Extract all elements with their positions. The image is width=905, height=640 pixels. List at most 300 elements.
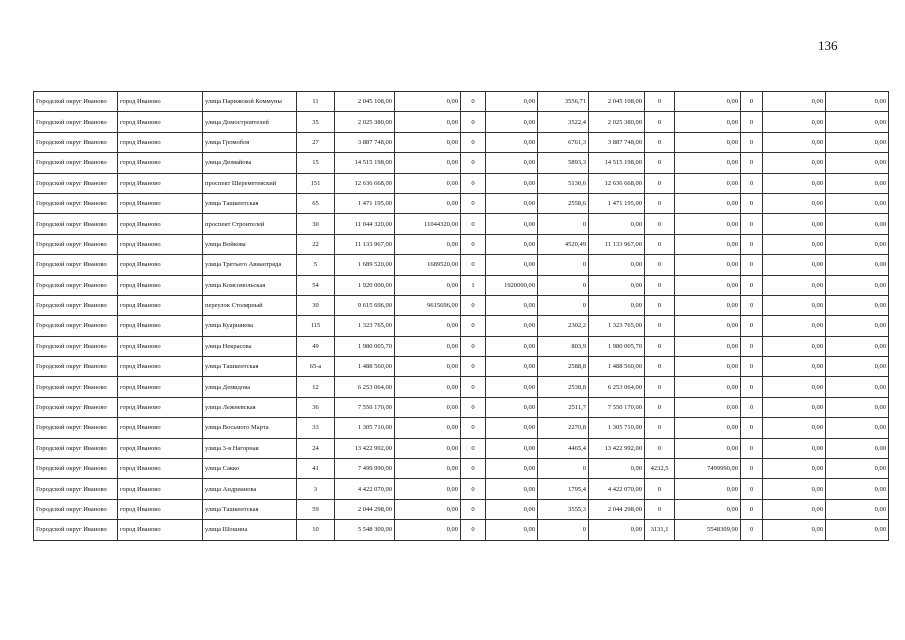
table-cell: 41 <box>297 459 335 479</box>
table-cell: 0,00 <box>486 255 538 275</box>
table-cell: город Иваново <box>118 255 203 275</box>
table-cell: Городской округ Иваново <box>34 153 118 173</box>
table-cell: 1795,4 <box>538 479 589 499</box>
table-cell: 0,00 <box>826 132 889 152</box>
table-cell: 0,00 <box>486 153 538 173</box>
table-cell: 1 323 765,00 <box>589 316 645 336</box>
table-cell: 0 <box>461 153 486 173</box>
table-row <box>34 275 889 295</box>
table-cell: город Иваново <box>118 438 203 458</box>
table-cell: город Иваново <box>118 214 203 234</box>
table-cell: 0,00 <box>395 275 461 295</box>
table-cell: город Иваново <box>118 153 203 173</box>
table-cell: улица Войкова <box>203 234 297 254</box>
table-cell: 0 <box>645 214 675 234</box>
table-cell: 11 <box>297 92 335 112</box>
table-cell: 7499990,00 <box>675 459 741 479</box>
table-row <box>34 357 889 377</box>
table-cell: 5 <box>297 255 335 275</box>
table-cell: 0,00 <box>486 479 538 499</box>
table-cell: 2 025 380,00 <box>589 112 645 132</box>
table-cell: 0,00 <box>486 132 538 152</box>
table-cell: 1 488 560,00 <box>589 357 645 377</box>
table-cell: 0,00 <box>826 214 889 234</box>
table-cell: Городской округ Иваново <box>34 316 118 336</box>
table-cell: 2588,8 <box>538 357 589 377</box>
table-cell: 0,00 <box>763 193 826 213</box>
table-cell: 0 <box>461 234 486 254</box>
table-cell: 1 980 005,70 <box>335 336 395 356</box>
table-cell: 0,00 <box>763 153 826 173</box>
table-cell: Городской округ Иваново <box>34 214 118 234</box>
table-cell: город Иваново <box>118 479 203 499</box>
table-cell: улица Некрасова <box>203 336 297 356</box>
table-cell: 0 <box>741 173 763 193</box>
table-cell: Городской округ Иваново <box>34 479 118 499</box>
table-cell: город Иваново <box>118 316 203 336</box>
table-cell: 0,00 <box>826 357 889 377</box>
table-cell: 30 <box>297 214 335 234</box>
table-cell: 0 <box>645 92 675 112</box>
table-cell: 11 133 967,00 <box>589 234 645 254</box>
table-row <box>34 214 889 234</box>
table-cell: 0,00 <box>826 193 889 213</box>
table-row <box>34 295 889 315</box>
table-cell: 0 <box>645 132 675 152</box>
table-row <box>34 92 889 112</box>
table-cell: 0,00 <box>763 316 826 336</box>
table-cell: Городской округ Иваново <box>34 173 118 193</box>
table-cell: 0,00 <box>826 153 889 173</box>
table-cell: 1 920 000,00 <box>335 275 395 295</box>
table-cell: 0 <box>461 193 486 213</box>
table-row <box>34 499 889 519</box>
table-row <box>34 234 889 254</box>
table-cell: Городской округ Иваново <box>34 438 118 458</box>
table-cell: город Иваново <box>118 336 203 356</box>
registry-table <box>33 91 889 541</box>
table-cell: 0 <box>538 214 589 234</box>
table-cell: 0,00 <box>486 336 538 356</box>
table-cell: 0,00 <box>826 173 889 193</box>
table-cell: 0 <box>461 377 486 397</box>
table-cell: Городской округ Иваново <box>34 397 118 417</box>
table-cell: 0,00 <box>763 479 826 499</box>
table-cell: 4 422 070,00 <box>589 479 645 499</box>
table-row <box>34 520 889 540</box>
table-cell: 0 <box>645 295 675 315</box>
table-cell: город Иваново <box>118 295 203 315</box>
table-cell: 0,00 <box>763 295 826 315</box>
table-cell: 0 <box>645 193 675 213</box>
table-cell: 5893,3 <box>538 153 589 173</box>
table-cell: 65-а <box>297 357 335 377</box>
table-cell: 0,00 <box>589 275 645 295</box>
table-cell: улица Андрианова <box>203 479 297 499</box>
table-cell: 0 <box>645 336 675 356</box>
table-cell: 0,00 <box>395 173 461 193</box>
table-cell: Городской округ Иваново <box>34 234 118 254</box>
table-cell: 0,00 <box>826 275 889 295</box>
table-cell: 7 550 170,00 <box>335 397 395 417</box>
table-cell: 3556,71 <box>538 92 589 112</box>
table-cell: 2 045 108,00 <box>335 92 395 112</box>
table-cell: 0 <box>645 275 675 295</box>
table-cell: 0 <box>741 316 763 336</box>
table-cell: 36 <box>297 397 335 417</box>
table-cell: 0 <box>461 438 486 458</box>
table-cell: 0 <box>741 336 763 356</box>
table-cell: Городской округ Иваново <box>34 92 118 112</box>
page-number: 136 <box>818 38 838 53</box>
table-cell: 1 305 710,00 <box>589 418 645 438</box>
table-cell: Городской округ Иваново <box>34 132 118 152</box>
table-cell: город Иваново <box>118 193 203 213</box>
table-cell: 0 <box>741 112 763 132</box>
table-cell: 0 <box>538 459 589 479</box>
table-cell: 1 488 560,00 <box>335 357 395 377</box>
table-cell: 0 <box>645 234 675 254</box>
table-cell: 0,00 <box>675 92 741 112</box>
table-cell: 0,00 <box>763 377 826 397</box>
table-cell: 2 044 298,00 <box>589 499 645 519</box>
table-cell: улица 3-я Нагорная <box>203 438 297 458</box>
table-cell: 6 253 064,00 <box>589 377 645 397</box>
table-cell: 0,00 <box>589 255 645 275</box>
table-cell: 1 <box>461 275 486 295</box>
table-cell: 5548309,00 <box>675 520 741 540</box>
table-cell: 4520,49 <box>538 234 589 254</box>
table-cell: 0,00 <box>589 214 645 234</box>
table-cell: 1 323 765,00 <box>335 316 395 336</box>
table-cell: 0,00 <box>763 418 826 438</box>
table-cell: 0,00 <box>763 275 826 295</box>
table-cell: 0,00 <box>395 499 461 519</box>
table-cell: 0 <box>461 92 486 112</box>
table-row <box>34 418 889 438</box>
table-cell: 2 044 298,00 <box>335 499 395 519</box>
table-cell: 14 515 198,00 <box>589 153 645 173</box>
table-cell: город Иваново <box>118 377 203 397</box>
table-cell: 0 <box>741 377 763 397</box>
table-cell: 0,00 <box>589 520 645 540</box>
table-cell: 0 <box>461 255 486 275</box>
table-row <box>34 153 889 173</box>
table-cell: улица Сакко <box>203 459 297 479</box>
table-cell: 0 <box>538 275 589 295</box>
table-cell: улица Куаршиева <box>203 316 297 336</box>
table-cell: 6 253 064,00 <box>335 377 395 397</box>
table-cell: 0,00 <box>395 397 461 417</box>
table-cell: Городской округ Иваново <box>34 499 118 519</box>
table-cell: город Иваново <box>118 418 203 438</box>
table-cell: 0 <box>645 255 675 275</box>
table-cell: 0,00 <box>675 397 741 417</box>
table-cell: 0 <box>538 255 589 275</box>
table-cell: 0,00 <box>675 479 741 499</box>
table-cell: 65 <box>297 193 335 213</box>
table-cell: 0 <box>461 499 486 519</box>
table-cell: 0,00 <box>826 418 889 438</box>
table-cell: 803,9 <box>538 336 589 356</box>
table-cell: 0 <box>461 336 486 356</box>
table-cell: 0,00 <box>826 499 889 519</box>
table-cell: улица Домостроителей <box>203 112 297 132</box>
table-cell: 0 <box>741 132 763 152</box>
table-cell: 9615696,00 <box>395 295 461 315</box>
table-cell: улица Ташкентская <box>203 193 297 213</box>
table-cell: 0,00 <box>763 499 826 519</box>
table-cell: 0 <box>461 357 486 377</box>
table-cell: 1 305 710,00 <box>335 418 395 438</box>
table-cell: улица Комсомольская <box>203 275 297 295</box>
table-cell: 0,00 <box>826 92 889 112</box>
table-cell: 151 <box>297 173 335 193</box>
table-row <box>34 193 889 213</box>
table-cell: 0 <box>461 316 486 336</box>
table-cell: город Иваново <box>118 92 203 112</box>
table-cell: 0,00 <box>675 255 741 275</box>
table-cell: 0,00 <box>486 92 538 112</box>
table-cell: 12 <box>297 377 335 397</box>
table-cell: 0 <box>645 357 675 377</box>
table-cell: 0,00 <box>395 193 461 213</box>
table-cell: 0,00 <box>826 112 889 132</box>
table-cell: 0,00 <box>486 193 538 213</box>
table-cell: Городской округ Иваново <box>34 520 118 540</box>
table-cell: 0,00 <box>826 397 889 417</box>
table-cell: 0,00 <box>826 336 889 356</box>
table-cell: город Иваново <box>118 499 203 519</box>
table-cell: 0,00 <box>395 377 461 397</box>
table-cell: 0,00 <box>486 112 538 132</box>
table-cell: 0 <box>461 295 486 315</box>
table-cell: 59 <box>297 499 335 519</box>
table-cell: 11 044 320,00 <box>335 214 395 234</box>
table-cell: 0,00 <box>486 234 538 254</box>
table-cell: 7 499 990,00 <box>335 459 395 479</box>
table-cell: 27 <box>297 132 335 152</box>
table-cell: улица Громобоя <box>203 132 297 152</box>
table-row <box>34 397 889 417</box>
table-cell: 0,00 <box>675 499 741 519</box>
table-cell: 0,00 <box>395 92 461 112</box>
table-cell: 0,00 <box>763 438 826 458</box>
table-cell: 0,00 <box>675 295 741 315</box>
table-cell: 1689520,00 <box>395 255 461 275</box>
table-cell: 9 615 696,00 <box>335 295 395 315</box>
table-cell: 0 <box>741 295 763 315</box>
table-cell: Городской округ Иваново <box>34 112 118 132</box>
table-cell: 13 422 992,00 <box>589 438 645 458</box>
table-cell: город Иваново <box>118 275 203 295</box>
table-cell: улица Парижской Коммуны <box>203 92 297 112</box>
table-cell: 0,00 <box>675 214 741 234</box>
table-cell: Городской округ Иваново <box>34 418 118 438</box>
table-cell: 2270,8 <box>538 418 589 438</box>
table-cell: город Иваново <box>118 234 203 254</box>
table-cell: 11 133 967,00 <box>335 234 395 254</box>
table-cell: улица Третьего Авиаотряда <box>203 255 297 275</box>
table-cell: улица Шошина <box>203 520 297 540</box>
table-cell: 35 <box>297 112 335 132</box>
table-cell: 0,00 <box>675 275 741 295</box>
table-cell: 0,00 <box>763 132 826 152</box>
table-cell: город Иваново <box>118 173 203 193</box>
table-cell: Городской округ Иваново <box>34 193 118 213</box>
table-cell: 4465,4 <box>538 438 589 458</box>
table-cell: 54 <box>297 275 335 295</box>
table-cell: проспект Шереметевский <box>203 173 297 193</box>
table-cell: 0,00 <box>826 520 889 540</box>
table-cell: 0,00 <box>486 357 538 377</box>
table-cell: улица Дюмайова <box>203 153 297 173</box>
table-cell: 0,00 <box>763 112 826 132</box>
table-cell: 1 471 195,00 <box>589 193 645 213</box>
table-cell: 49 <box>297 336 335 356</box>
table-cell: 13 422 992,00 <box>335 438 395 458</box>
table-cell: 1 471 195,00 <box>335 193 395 213</box>
table-cell: 2511,7 <box>538 397 589 417</box>
table-cell: 0,00 <box>486 295 538 315</box>
table-cell: 0 <box>645 418 675 438</box>
table-cell: 0,00 <box>486 438 538 458</box>
table-cell: 5130,6 <box>538 173 589 193</box>
table-cell: 14 515 198,00 <box>335 153 395 173</box>
table-cell: 0,00 <box>826 234 889 254</box>
table-cell: 0,00 <box>486 499 538 519</box>
table-cell: 2558,6 <box>538 193 589 213</box>
table-cell: 0 <box>461 132 486 152</box>
table-cell: 30 <box>297 295 335 315</box>
table-cell: 0 <box>461 112 486 132</box>
table-row <box>34 377 889 397</box>
table-cell: 4 422 070,00 <box>335 479 395 499</box>
table-cell: 0 <box>741 193 763 213</box>
table-cell: 0,00 <box>675 234 741 254</box>
table-row <box>34 438 889 458</box>
table-cell: 0,00 <box>675 357 741 377</box>
table-cell: 0 <box>538 520 589 540</box>
table-cell: 0 <box>741 418 763 438</box>
table-cell: 2 025 380,00 <box>335 112 395 132</box>
table-cell: город Иваново <box>118 112 203 132</box>
table-cell: 0,00 <box>486 459 538 479</box>
table-cell: 115 <box>297 316 335 336</box>
table-cell: 0 <box>461 173 486 193</box>
table-cell: 0,00 <box>675 438 741 458</box>
table-cell: 0 <box>741 459 763 479</box>
table-cell: 0,00 <box>675 153 741 173</box>
table-cell: 0 <box>645 438 675 458</box>
table-row <box>34 336 889 356</box>
table-cell: 0,00 <box>395 316 461 336</box>
table-cell: 0 <box>645 479 675 499</box>
table-cell: 0,00 <box>589 459 645 479</box>
table-cell: город Иваново <box>118 397 203 417</box>
table-cell: 0,00 <box>675 336 741 356</box>
table-cell: 0 <box>741 275 763 295</box>
table-row <box>34 173 889 193</box>
table-cell: 0,00 <box>675 173 741 193</box>
table-cell: 0 <box>461 214 486 234</box>
table-cell: 3 887 748,00 <box>335 132 395 152</box>
table-cell: 0,00 <box>486 173 538 193</box>
table-cell: Городской округ Иваново <box>34 336 118 356</box>
table-cell: 0,00 <box>763 397 826 417</box>
table-cell: переулок Столярный <box>203 295 297 315</box>
table-body <box>34 92 889 541</box>
table-cell: Городской округ Иваново <box>34 357 118 377</box>
table-cell: Городской округ Иваново <box>34 459 118 479</box>
table-cell: 0,00 <box>675 132 741 152</box>
table-cell: 3522,4 <box>538 112 589 132</box>
table-cell: 0,00 <box>826 459 889 479</box>
table-cell: 7 550 170,00 <box>589 397 645 417</box>
table-cell: 0,00 <box>486 397 538 417</box>
table-cell: 0,00 <box>675 377 741 397</box>
table-cell: улица Лежневская <box>203 397 297 417</box>
table-cell: 6761,3 <box>538 132 589 152</box>
table-cell: 2 045 108,00 <box>589 92 645 112</box>
table-cell: 15 <box>297 153 335 173</box>
table-cell: 0,00 <box>763 336 826 356</box>
table-cell: 0 <box>461 459 486 479</box>
table-row <box>34 112 889 132</box>
table-cell: 0,00 <box>826 377 889 397</box>
table-row <box>34 459 889 479</box>
table-cell: 0,00 <box>763 459 826 479</box>
table-cell: 0 <box>741 479 763 499</box>
table-cell: 0 <box>741 357 763 377</box>
table-cell: 24 <box>297 438 335 458</box>
table-cell: 0,00 <box>486 214 538 234</box>
table-cell: 0,00 <box>763 234 826 254</box>
table-cell: 22 <box>297 234 335 254</box>
table-cell: улица Восьмого Марта <box>203 418 297 438</box>
table-cell: 0 <box>645 316 675 336</box>
table-cell: 0 <box>645 153 675 173</box>
table-cell: 2302,2 <box>538 316 589 336</box>
table-cell: 1 980 005,70 <box>589 336 645 356</box>
table-row <box>34 132 889 152</box>
table-cell: 0 <box>645 499 675 519</box>
table-cell: Городской округ Иваново <box>34 255 118 275</box>
table-cell: 1 689 520,00 <box>335 255 395 275</box>
table-cell: 0,00 <box>395 234 461 254</box>
table-cell: 0 <box>461 418 486 438</box>
table-cell: 0,00 <box>826 295 889 315</box>
table-cell: 0 <box>461 479 486 499</box>
table-cell: город Иваново <box>118 132 203 152</box>
table-cell: 4232,5 <box>645 459 675 479</box>
table-cell: 0,00 <box>589 295 645 315</box>
table-cell: 0,00 <box>486 418 538 438</box>
table-cell: город Иваново <box>118 520 203 540</box>
table-cell: город Иваново <box>118 459 203 479</box>
table-cell: 0,00 <box>675 112 741 132</box>
table-cell: 0,00 <box>763 173 826 193</box>
table-cell: 5 548 309,00 <box>335 520 395 540</box>
table-cell: 0,00 <box>763 255 826 275</box>
table-cell: 0 <box>741 397 763 417</box>
table-cell: 0 <box>741 499 763 519</box>
table-cell: улица Ташкентская <box>203 499 297 519</box>
table-cell: 0,00 <box>826 479 889 499</box>
table-cell: 0 <box>741 153 763 173</box>
table-row <box>34 479 889 499</box>
table-cell: 0 <box>741 520 763 540</box>
